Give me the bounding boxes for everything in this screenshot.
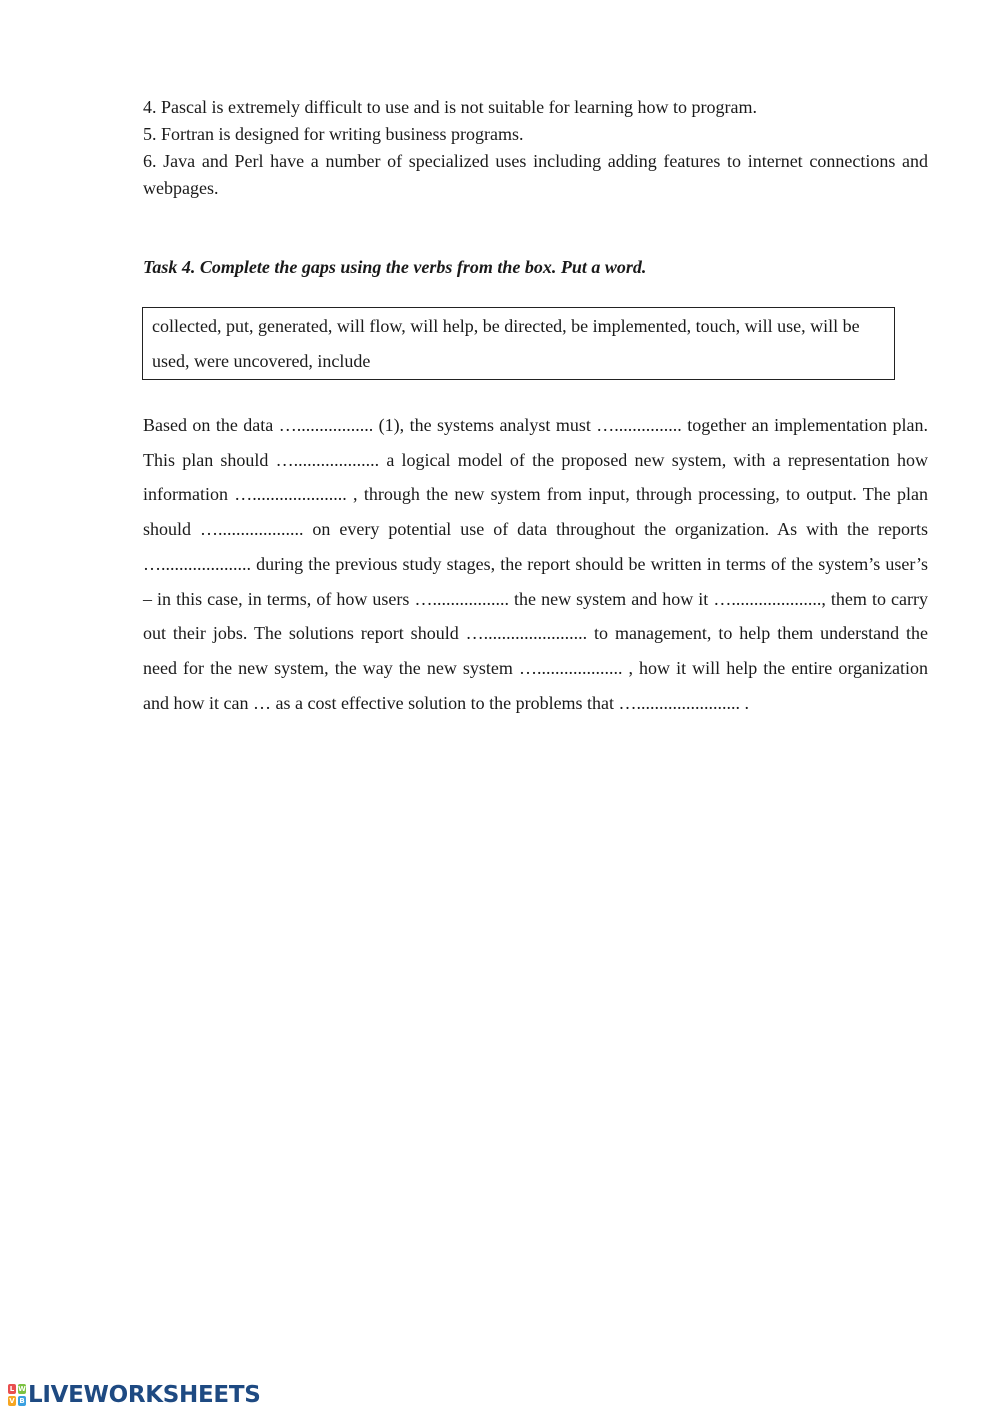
statement-6: 6. Java and Perl have a number of specialized uses including adding features to internet connections and webpages. bbox=[143, 151, 928, 198]
logo-square-red: L bbox=[9, 1385, 15, 1393]
logo-square-orange: V bbox=[9, 1397, 15, 1405]
logo-text: LIVEWORKSHEETS bbox=[28, 1382, 261, 1408]
logo-square-green: W bbox=[18, 1385, 26, 1393]
liveworksheets-logo bbox=[8, 1378, 260, 1412]
logo-blocks-icon bbox=[8, 1384, 26, 1406]
logo-square-blue: B bbox=[19, 1397, 25, 1405]
gap-fill-passage: Based on the data …................. (1), the systems analyst must …............... together an implementation plan. This plan should …................... a logical model of the proposed new system, with a representation how information …..................... , through the new system from input, through processing, to output. The plan should …................... on every potential use of data throughout the organization. As with the reports ….................... during the previous study stages, the report should be written in terms of the system’s user’s – in this case, in terms, of how users …................. the new system and how it …...................., them to carry out their jobs. The solutions report should …....................... to management, to help them understand the need for the new system, the way the new system …................... , how it will help the entire organization and how it can … as a cost effective solution to the problems that …....................... . bbox=[143, 415, 928, 713]
word-box bbox=[142, 307, 895, 380]
word-box-words: collected, put, generated, will flow, will help, be directed, be implemented, touch, will use, will be used, were uncovered, include bbox=[152, 316, 860, 371]
task-4-title: Task 4. Complete the gaps using the verbs from the box. Put a word. bbox=[143, 257, 647, 277]
statement-5: 5. Fortran is designed for writing business programs. bbox=[143, 124, 524, 144]
statement-4: 4. Pascal is extremely difficult to use and is not suitable for learning how to program. bbox=[143, 97, 758, 117]
statements-list bbox=[143, 94, 928, 202]
